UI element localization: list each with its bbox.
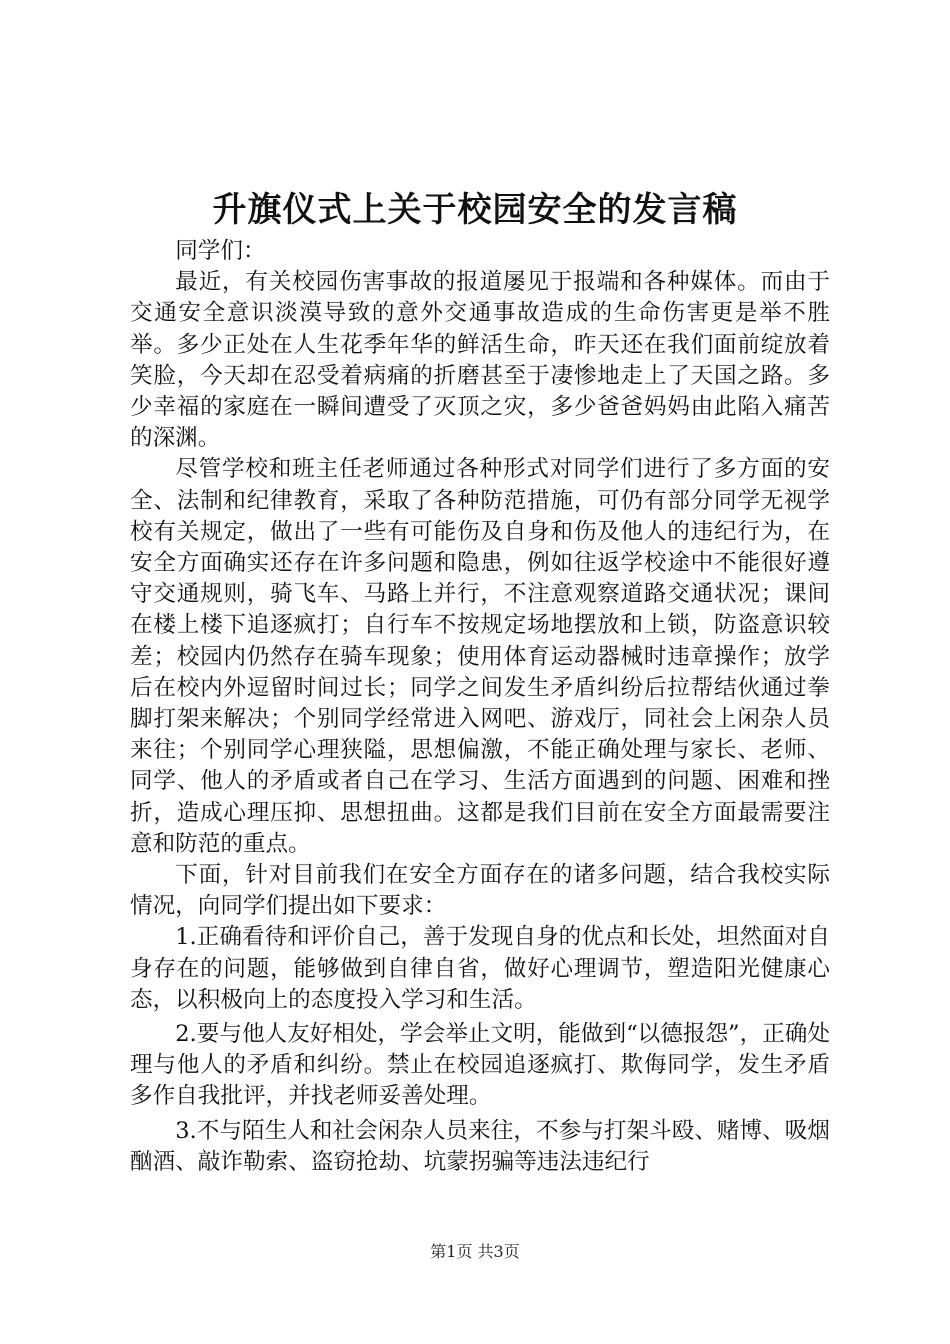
requirement-1: 1.正确看待和评价自己，善于发现自身的优点和长处，坦然面对自身存在的问题，能够做到自律自省，做好心理调节，塑造阳光健康心态，以积极向上的态度投入学习和生活。 — [130, 924, 830, 1013]
paragraph-1: 最近，有关校园伤害事故的报道屡见于报端和各种媒体。而由于交通安全意识淡漠导致的意外交通事故造成的生命伤害更是举不胜举。多少正处在人生花季年华的鲜活生命，昨天还在我们面前绽放着笑脸，今天却在忍受着病痛的折磨甚至于凄惨地走上了天国之路。多少幸福的家庭在一瞬间遭受了灭顶之灾，多少爸爸妈妈由此陷入痛苦的深渊。 — [130, 269, 830, 452]
paragraph-3: 下面，针对目前我们在安全方面存在的诸多问题，结合我校实际情况，向同学们提出如下要求： — [130, 862, 830, 920]
requirement-3: 3.不与陌生人和社会闲杂人员来往，不参与打架斗殴、赌博、吸烟酗酒、敲诈勒索、盗窃抢劫、坑蒙拐骗等违法违纪行 — [130, 1117, 830, 1175]
document-body — [130, 236, 830, 1178]
salutation: 同学们： — [175, 238, 266, 264]
requirement-2: 2.要与他人友好相处，学会举止文明，能做到“以德报怨”，正确处理与他人的矛盾和纠纷。禁止在校园追逐疯打、欺侮同学，发生矛盾多作自我批评，并找老师妥善处理。 — [130, 1021, 830, 1110]
document-title: 升旗仪式上关于校园安全的发言稿 — [212, 190, 738, 230]
page-footer: 第1页 共3页 — [430, 1242, 520, 1261]
paragraph-2: 尽管学校和班主任老师通过各种形式对同学们进行了多方面的安全、法制和纪律教育，采取了各种防范措施，可仍有部分同学无视学校有关规定，做出了一些有可能伤及自身和伤及他人的违纪行为，在安全方面确实还存在许多问题和隐患，例如往返学校途中不能很好遵守交通规则，骑飞车、马路上并行，不注意观察道路交通状况；课间在楼上楼下追逐疯打；自行车不按规定场地摆放和上锁，防盗意识较差；校园内仍然存在骑车现象；使用体育运动器械时违章操作；放学后在校内外逗留时间过长；同学之间发生矛盾纠纷后拉帮结伙通过拳脚打架来解决；个别同学经常进入网吧、游戏厅，同社会上闲杂人员来往；个别同学心理狭隘，思想偏激，不能正确处理与家长、老师、同学、他人的矛盾或者自己在学习、生活方面遇到的问题、困难和挫折，造成心理压抑、思想扭曲。这都是我们目前在安全方面最需要注意和防范的重点。 — [130, 456, 830, 857]
